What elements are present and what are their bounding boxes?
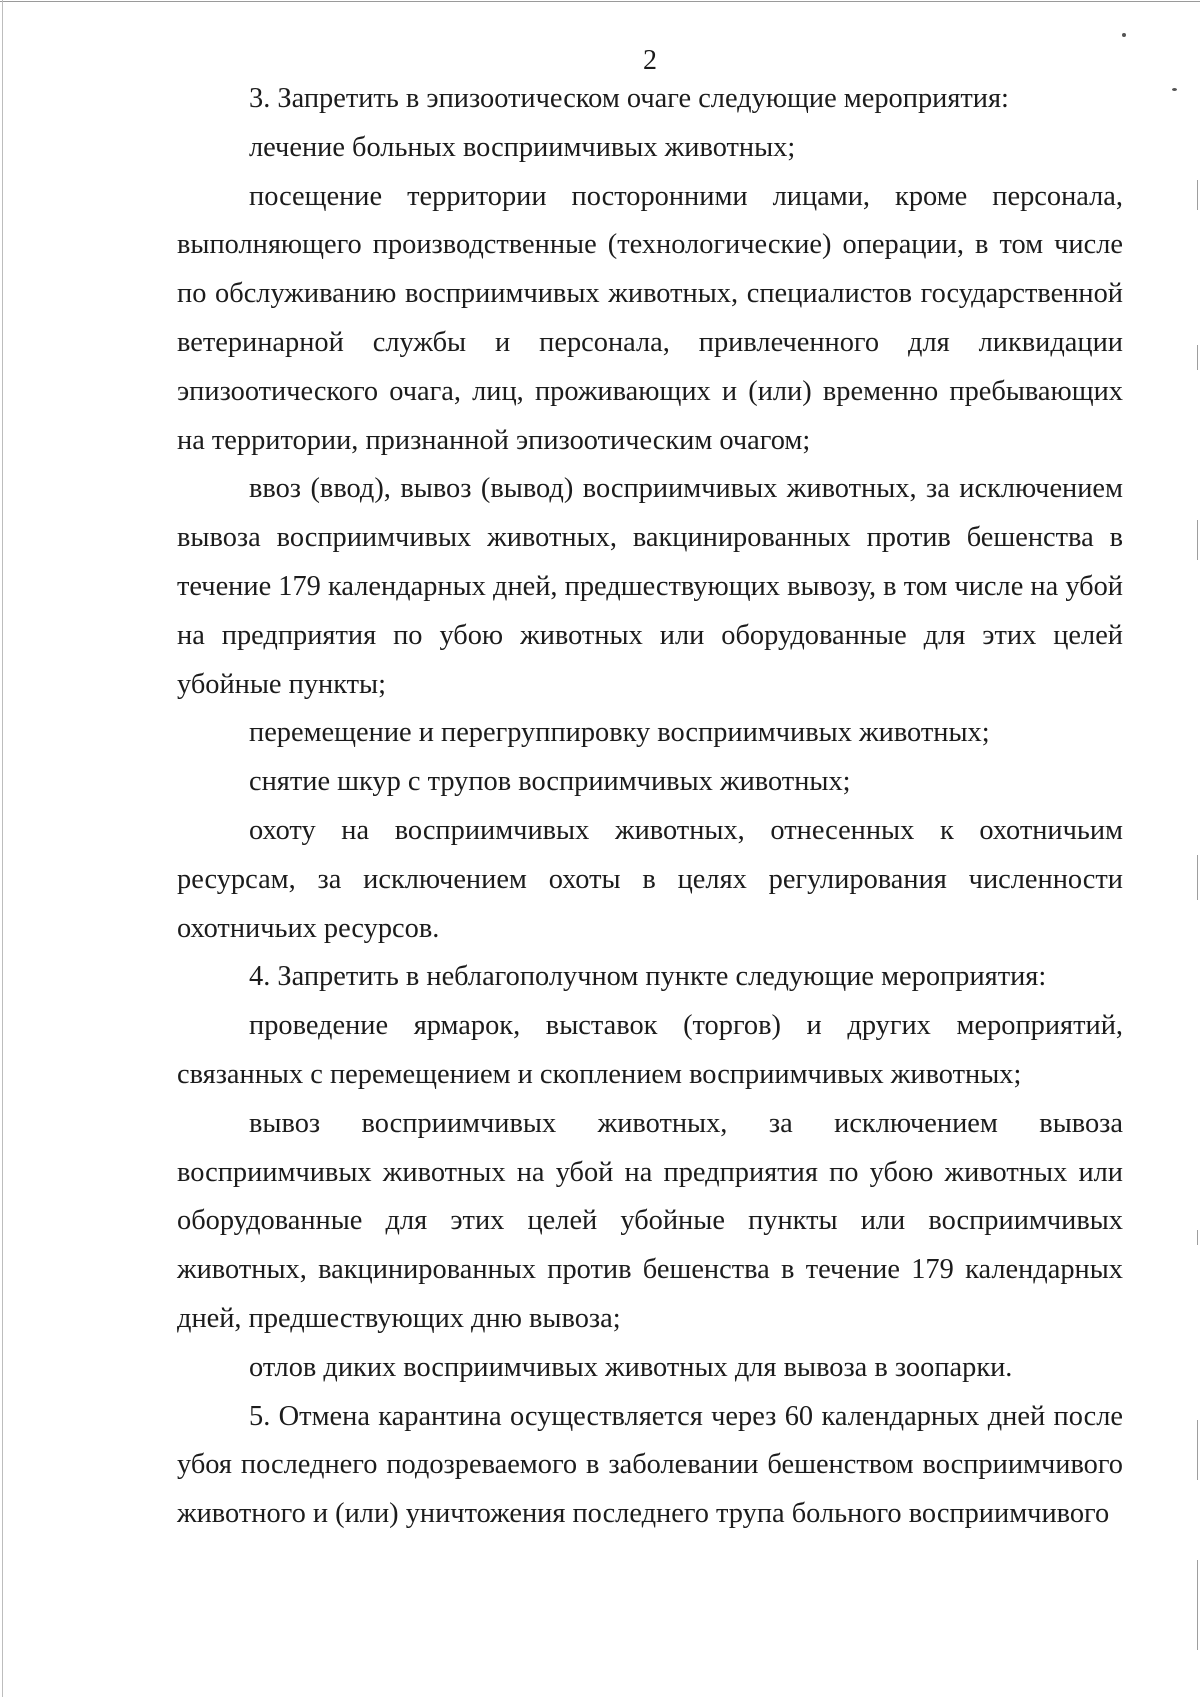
section-4-heading: 4. Запретить в неблагополучном пункте следующие мероприятия:: [249, 961, 1047, 993]
section-4-paragraph: вывоз восприимчивых животных, за исключением вывоза восприимчивых животных на убой на предприятия по убою животных или оборудованные для этих целей убойные пункты или восприимчивых животных, вакцинированных против бешенства в течение 179 календарных дней, предшествующих дню вывоза;: [177, 1107, 1123, 1334]
section-3-paragraph: ввоз (ввод), вывоз (вывод) восприимчивых животных, за исключением вывоза восприимчивых животных, вакцинированных против бешенства в течение 179 календарных дней, предшествующих вывозу, в том числе на убой на предприятия по убою животных или оборудованные для этих целей убойные пункты;: [177, 473, 1123, 700]
section-3-paragraph: посещение территории посторонними лицами, кроме персонала, выполняющего производственные (технологические) операции, в том числе по обслуживанию восприимчивых животных, специалистов государственной ветеринарной службы и персонала, привлеченного для ликвидации эпизоотического очага, лиц, проживающих и (или) временно пребывающих на территории, признанной эпизоотическим очагом;: [177, 180, 1123, 456]
section-3-paragraph: снятие шкур с трупов восприимчивых животных;: [249, 766, 851, 798]
section-3-paragraph: лечение больных восприимчивых животных;: [249, 131, 796, 163]
section-4-paragraph: отлов диких восприимчивых животных для вывоза в зоопарки.: [249, 1351, 1013, 1383]
section-4-paragraph: проведение ярмарок, выставок (торгов) и других мероприятий, связанных с перемещением и скоплением восприимчивых животных;: [177, 1010, 1123, 1090]
section-3-paragraph: охоту на восприимчивых животных, отнесенных к охотничьим ресурсам, за исключением охоты в целях регулирования численности охотничьих ресурсов.: [177, 814, 1123, 944]
page-number: 2: [643, 45, 657, 76]
section-3-paragraph: перемещение и перегруппировку восприимчивых животных;: [249, 717, 990, 749]
scan-left-edge: [2, 0, 3, 1697]
scan-speck: [1122, 33, 1126, 37]
document-body: [177, 75, 1123, 1539]
scan-speck: [1172, 88, 1177, 91]
section-3-heading: 3. Запретить в эпизоотическом очаге следующие мероприятия:: [249, 83, 1009, 114]
section-5-paragraph: 5. Отмена карантина осуществляется через 60 календарных дней после убоя последнего подозреваемого в заболевании бешенством восприимчивого животного и (или) уничтожения последнего трупа больного восприимчивого: [177, 1400, 1123, 1530]
scan-top-edge: [0, 1, 1200, 2]
scan-right-edge-marks: [1197, 0, 1199, 1697]
